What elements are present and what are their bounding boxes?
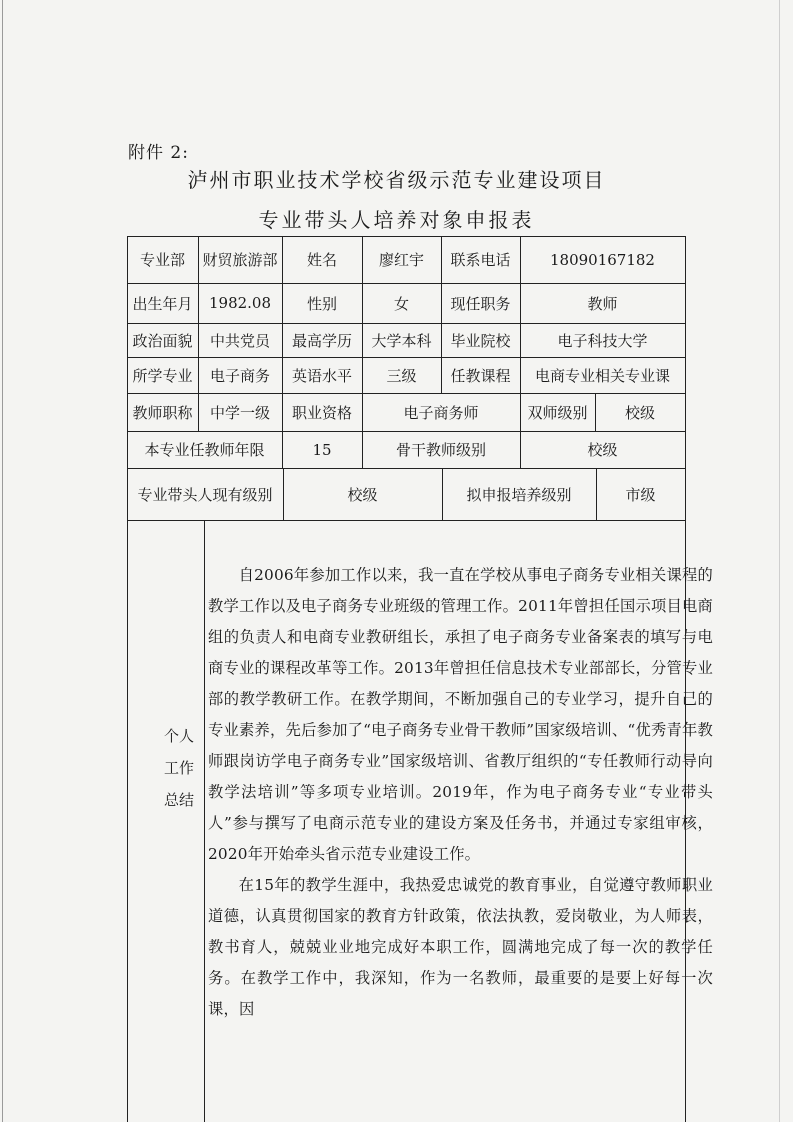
summary-paragraph: 自2006年参加工作以来，我一直在学校从事电子商务专业相关课程的教学工作以及电子商务专业班级的管理工作。2011年曾担任国示项目电商组的负责人和电商专业教研组长，承担了电子商务专业备案表的填写与电商专业的课程改革等工作。2013年曾担任信息技术专业部部长，分管专业部的教学教研工作。在教学期间，不断加强自己的专业学习，提升自己的专业素养，先后参加了“电子商务专业骨干教师”国家级培训、“优秀青年教师跟岗访学电子商务专业”国家级培训、省教厅组织的“专任教师行动导向教学法培训”等多项专业培训。2019年，作为电子商务专业“专业带头人”参与撰写了电商示范专业的建设方案及任务书，并通过专家组审核，2020年开始牵头省示范专业建设工作。	[208, 566, 713, 863]
summary-label-line: 个人	[163, 727, 194, 745]
major-value: 电子商务	[209, 366, 270, 385]
edu-value: 大学本科	[371, 331, 432, 350]
school-label: 毕业院校	[450, 331, 511, 350]
dept-label: 专业部	[139, 251, 185, 269]
title-label: 教师职称	[132, 403, 193, 422]
position-value: 教师	[587, 294, 618, 313]
apply-level-label: 拟申报培养级别	[466, 485, 572, 504]
summary-text	[208, 560, 713, 1025]
birth-label: 出生年月	[132, 294, 193, 313]
name-value: 廖红宇	[378, 251, 424, 269]
current-level-label: 专业带头人现有级别	[137, 485, 273, 504]
title-value: 中学一级	[209, 403, 270, 422]
english-value: 三级	[386, 366, 417, 385]
backbone-label: 骨干教师级别	[395, 441, 486, 459]
edu-label: 最高学历	[291, 331, 352, 350]
dept-value: 财贸旅游部	[202, 251, 278, 269]
summary-paragraph: 在15年的教学生涯中，我热爱忠诚党的教育事业，自觉遵守教师职业道德，认真贯彻国家的教育方针政策，依法执教，爱岗敬业，为人师表，教书育人，兢兢业业地完成好本职工作，圆满地完成了每一次的教学任务。在教学工作中，我深知，作为一名教师，最重要的是要上好每一次课，因	[208, 876, 713, 1018]
dual-label: 双师级别	[527, 403, 588, 422]
english-label: 英语水平	[291, 366, 352, 385]
name-label: 姓名	[306, 251, 337, 269]
qual-value: 电子商务师	[403, 403, 479, 422]
qual-label: 职业资格	[291, 403, 352, 422]
phone-label: 联系电话	[450, 251, 511, 269]
page-subtitle: 专业带头人培养对象申报表	[258, 208, 535, 232]
major-label: 所学专业	[132, 366, 193, 385]
gender-value: 女	[393, 294, 409, 313]
phone-value: 18090167182	[550, 250, 655, 269]
politics-value: 中共党员	[209, 331, 270, 350]
summary-label-line: 工作	[163, 759, 194, 777]
birth-value: 1982.08	[208, 294, 272, 312]
course-label: 任教课程	[450, 366, 511, 385]
current-level-value: 校级	[347, 485, 378, 504]
summary-label-line: 总结	[163, 791, 194, 809]
dual-value: 校级	[624, 403, 655, 422]
attachment-label: 附件 2:	[128, 143, 189, 163]
backbone-value: 校级	[587, 441, 618, 459]
years-label: 本专业任教师年限	[144, 441, 265, 459]
years-value: 15	[312, 440, 332, 459]
gender-label: 性别	[306, 294, 337, 313]
position-label: 现任职务	[450, 294, 511, 313]
school-value: 电子科技大学	[557, 331, 648, 350]
politics-label: 政治面貌	[132, 331, 193, 350]
summary-label	[154, 720, 204, 816]
page-title: 泸州市职业技术学校省级示范专业建设项目	[187, 168, 606, 192]
table-rule	[127, 520, 685, 521]
course-value: 电商专业相关专业课	[534, 366, 670, 385]
table-rule	[204, 520, 205, 1122]
apply-level-value: 市级	[625, 485, 656, 504]
